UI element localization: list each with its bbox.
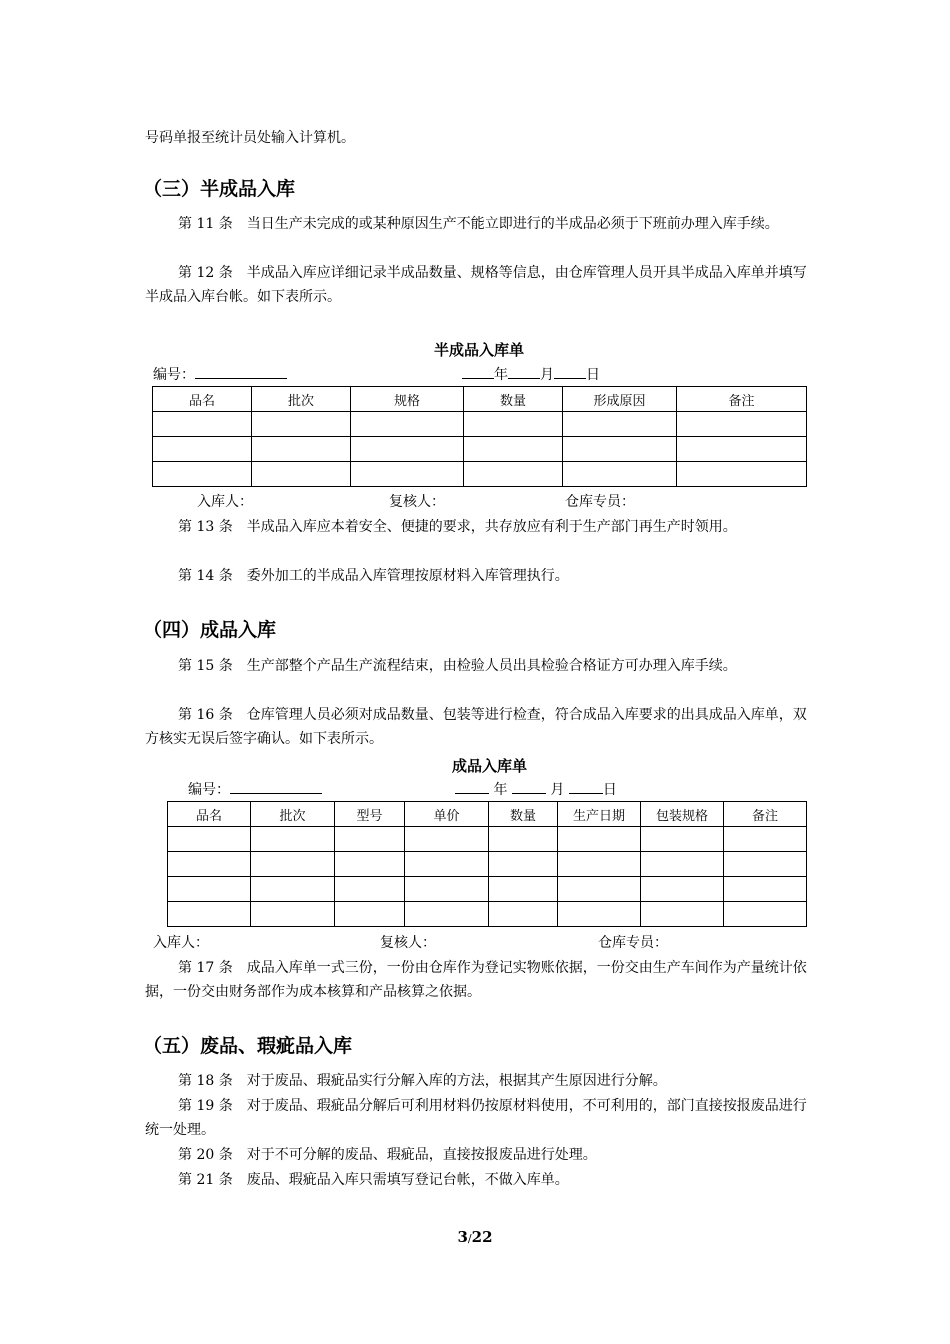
article-number: 第 11 条 (178, 216, 233, 232)
article-text: 对于废品、瑕疵品分解后可利用材料仍按原材料使用，不可利用的，部门直接按报废品进行统一处理。 (145, 1098, 807, 1138)
signer-receiver: 入库人： (153, 935, 209, 951)
table-cell[interactable] (405, 902, 489, 927)
table-cell[interactable] (168, 877, 251, 902)
article-number: 第 21 条 (178, 1172, 233, 1188)
table-cell[interactable] (251, 827, 335, 852)
table-cell[interactable] (168, 902, 251, 927)
table-cell[interactable] (558, 827, 641, 852)
number-label: 编号： (153, 367, 195, 383)
table-cell[interactable] (724, 877, 807, 902)
table-cell[interactable] (251, 902, 335, 927)
article-text: 半成品入库应本着安全、便捷的要求，共存放应有利于生产部门再生产时领用。 (246, 519, 737, 535)
column-header: 批次 (251, 802, 335, 827)
current-page: 3 (457, 1228, 468, 1246)
table-row (168, 902, 807, 927)
table-cell[interactable] (464, 462, 563, 487)
product-form-date-line (455, 779, 617, 799)
column-header: 生产日期 (558, 802, 641, 827)
column-header: 备注 (724, 802, 807, 827)
page-number (0, 1228, 950, 1246)
product-table (167, 801, 807, 927)
table-cell[interactable] (335, 852, 405, 877)
table-row (153, 462, 807, 487)
table-cell[interactable] (251, 877, 335, 902)
product-form-number-line (188, 779, 322, 799)
table-cell[interactable] (677, 437, 807, 462)
column-header: 包装规格 (641, 802, 724, 827)
table-cell[interactable] (153, 462, 252, 487)
table-cell[interactable] (251, 852, 335, 877)
article-text: 委外加工的半成品入库管理按原材料入库管理执行。 (246, 568, 569, 584)
table-cell[interactable] (405, 877, 489, 902)
table-cell[interactable] (724, 827, 807, 852)
table-row (153, 412, 807, 437)
article-number: 第 18 条 (178, 1073, 233, 1089)
column-header: 型号 (335, 802, 405, 827)
signer-reviewer: 复核人： (389, 494, 445, 510)
table-cell[interactable] (405, 827, 489, 852)
section-heading-3: （三）半成品入库 (143, 178, 296, 200)
table-header-row (168, 802, 807, 827)
year-label: 年 (493, 782, 508, 798)
table-cell[interactable] (153, 437, 252, 462)
table-cell[interactable] (558, 902, 641, 927)
day-label: 日 (602, 782, 617, 798)
intro-text: 号码单报至统计员处输入计算机。 (145, 130, 355, 146)
table-cell[interactable] (724, 902, 807, 927)
table-cell[interactable] (641, 852, 724, 877)
table-cell[interactable] (351, 462, 464, 487)
year-blank (455, 779, 489, 794)
number-blank (195, 364, 287, 379)
article-text: 当日生产未完成的或某种原因生产不能立即进行的半成品必须于下班前办理入库手续。 (246, 216, 779, 232)
signer-receiver: 入库人： (197, 494, 253, 510)
table-row (168, 852, 807, 877)
article-number: 第 16 条 (178, 707, 233, 723)
table-cell[interactable] (335, 902, 405, 927)
table-row (168, 877, 807, 902)
table-cell[interactable] (168, 852, 251, 877)
article-number: 第 12 条 (178, 265, 233, 281)
article-text: 半成品入库应详细记录半成品数量、规格等信息，由仓库管理人员开具半成品入库单并填写半成品入库台帐。如下表所示。 (145, 265, 807, 305)
article-16 (145, 703, 807, 751)
table-cell[interactable] (252, 437, 351, 462)
day-blank (554, 364, 586, 379)
signer-warehouse: 仓库专员： (598, 935, 668, 951)
table-cell[interactable] (489, 902, 558, 927)
article-21 (145, 1168, 807, 1192)
semi-product-table (152, 386, 807, 487)
article-14 (145, 564, 807, 588)
column-header: 形成原因 (563, 387, 677, 412)
table-cell[interactable] (677, 462, 807, 487)
number-blank (230, 779, 322, 794)
article-text: 成品入库单一式三份，一份由仓库作为登记实物账依据，一份交由生产车间作为产量统计依据，一份交由财务部作为成本核算和产品核算之依据。 (145, 960, 807, 1000)
month-blank (512, 779, 546, 794)
semi-form-date-line (462, 364, 600, 384)
article-12 (145, 261, 807, 309)
table-cell[interactable] (563, 462, 677, 487)
table-row (153, 437, 807, 462)
table-cell[interactable] (558, 877, 641, 902)
total-pages: 22 (471, 1228, 493, 1246)
article-text: 废品、瑕疵品入库只需填写登记台帐，不做入库单。 (246, 1172, 569, 1188)
month-label: 月 (540, 367, 554, 383)
table-cell[interactable] (335, 877, 405, 902)
table-cell[interactable] (677, 412, 807, 437)
table-header-row (153, 387, 807, 412)
day-label: 日 (586, 367, 600, 383)
table-cell[interactable] (252, 462, 351, 487)
article-number: 第 13 条 (178, 519, 233, 535)
table-cell[interactable] (252, 412, 351, 437)
article-text: 对于废品、瑕疵品实行分解入库的方法，根据其产生原因进行分解。 (246, 1073, 667, 1089)
table-cell[interactable] (563, 412, 677, 437)
table-cell[interactable] (489, 852, 558, 877)
article-text: 生产部整个产品生产流程结束，由检验人员出具检验合格证方可办理入库手续。 (246, 658, 737, 674)
number-label: 编号： (188, 782, 230, 798)
semi-form-title: 半成品入库单 (434, 341, 525, 359)
month-blank (508, 364, 540, 379)
year-blank (462, 364, 494, 379)
signer-reviewer: 复核人： (380, 935, 436, 951)
year-label: 年 (494, 367, 508, 383)
table-cell[interactable] (641, 902, 724, 927)
table-cell[interactable] (563, 437, 677, 462)
column-header: 规格 (351, 387, 464, 412)
table-cell[interactable] (641, 827, 724, 852)
column-header: 单价 (405, 802, 489, 827)
article-number: 第 19 条 (178, 1098, 233, 1114)
article-15 (145, 654, 807, 678)
column-header: 备注 (677, 387, 807, 412)
column-header: 品名 (168, 802, 251, 827)
table-cell[interactable] (558, 852, 641, 877)
article-number: 第 17 条 (178, 960, 233, 976)
article-19 (145, 1094, 807, 1142)
column-header: 批次 (252, 387, 351, 412)
article-number: 第 14 条 (178, 568, 233, 584)
table-cell[interactable] (489, 827, 558, 852)
section-heading-5: （五）废品、瑕疵品入库 (143, 1035, 353, 1057)
table-cell[interactable] (351, 437, 464, 462)
column-header: 数量 (464, 387, 563, 412)
section-heading-4: （四）成品入库 (143, 619, 277, 641)
article-18 (145, 1069, 807, 1093)
table-cell[interactable] (335, 827, 405, 852)
table-cell[interactable] (405, 852, 489, 877)
product-form-title: 成品入库单 (452, 757, 528, 775)
article-20 (145, 1143, 807, 1167)
table-cell[interactable] (464, 437, 563, 462)
article-number: 第 15 条 (178, 658, 233, 674)
table-cell[interactable] (168, 827, 251, 852)
article-17 (145, 956, 807, 1004)
day-blank (569, 779, 603, 794)
column-header: 品名 (153, 387, 252, 412)
semi-form-number-line (153, 364, 287, 384)
table-cell[interactable] (641, 877, 724, 902)
month-label: 月 (550, 782, 565, 798)
table-cell[interactable] (489, 877, 558, 902)
article-11 (145, 212, 807, 236)
article-text: 仓库管理人员必须对成品数量、包装等进行检查，符合成品入库要求的出具成品入库单，双方核实无误后签字确认。如下表所示。 (145, 707, 807, 747)
table-cell[interactable] (464, 412, 563, 437)
table-row (168, 827, 807, 852)
table-cell[interactable] (351, 412, 464, 437)
table-cell[interactable] (724, 852, 807, 877)
table-cell[interactable] (153, 412, 252, 437)
signer-warehouse: 仓库专员： (565, 494, 635, 510)
article-13 (145, 515, 807, 539)
page-separator: / (467, 1232, 472, 1245)
article-text: 对于不可分解的废品、瑕疵品，直接按报废品进行处理。 (246, 1147, 597, 1163)
article-number: 第 20 条 (178, 1147, 233, 1163)
column-header: 数量 (489, 802, 558, 827)
